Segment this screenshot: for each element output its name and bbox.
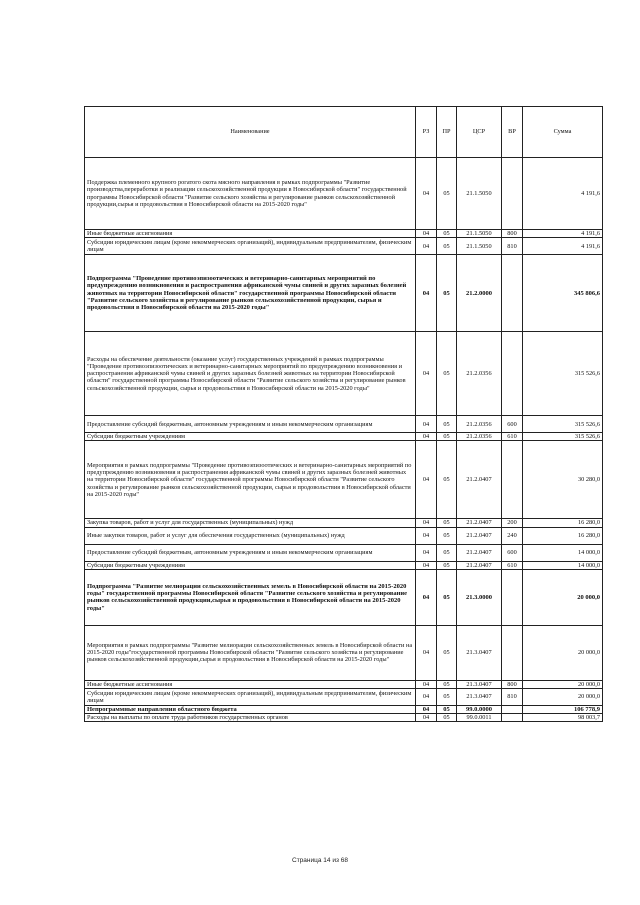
cell-pr: 05 [437,544,457,561]
cell-csr: 21.3.0407 [457,625,502,680]
cell-csr: 21.1.5050 [457,238,502,255]
table-row [85,433,603,441]
cell-rz: 04 [416,416,437,433]
cell-vr [502,441,523,519]
table-row [85,519,603,527]
cell-rz: 04 [416,544,437,561]
cell-name: Мероприятия в рамках подпрограммы "Проведение противоэпизоотических и ветеринарно-санитарных мероприятий по предупреждению возникновения и распространения африканской чумы свиней и других заразных болезней животных на территории Новосибирской области" государственной программы Новосибирской области "Развитие сельского хозяйства и регулирование рынков сельскохозяйственной продукции, сырья и продовольствия в Новосибирской области на 2015-2020 годы" [85,441,416,519]
cell-sum: 315 526,6 [523,332,603,416]
table-row [85,714,603,722]
cell-rz: 04 [416,625,437,680]
cell-sum: 16 280,0 [523,519,603,527]
cell-vr [502,625,523,680]
table-row [85,569,603,625]
table-row [85,158,603,230]
cell-pr: 05 [437,561,457,569]
cell-sum: 30 280,0 [523,441,603,519]
cell-pr: 05 [437,433,457,441]
cell-sum: 20 000,0 [523,625,603,680]
cell-vr: 800 [502,680,523,688]
cell-pr: 05 [437,519,457,527]
cell-name: Непрограммные направления областного бюджета [85,706,416,714]
cell-pr: 05 [437,569,457,625]
cell-name: Поддержка племенного крупного рогатого скота мясного направления в рамках подпрограммы "Развитие производства,переработки и реализации сельскохозяйственной продукции в Новосибирской области" государственной программы Новосибирской области "Развитие сельского хозяйства и регулирование рынков сельскохозяйственной продукции,сырья и продовольствия в Новосибирской области на 2015-2020 годы" [85,158,416,230]
table-row [85,544,603,561]
cell-pr: 05 [437,689,457,706]
table-row [85,255,603,332]
cell-sum: 345 806,6 [523,255,603,332]
cell-csr: 21.2.0356 [457,332,502,416]
cell-pr: 05 [437,714,457,722]
cell-sum: 16 280,0 [523,527,603,544]
cell-vr: 810 [502,689,523,706]
table-row [85,416,603,433]
cell-csr: 21.1.5050 [457,230,502,238]
cell-vr [502,569,523,625]
cell-vr [502,158,523,230]
cell-rz: 04 [416,561,437,569]
table-row [85,441,603,519]
cell-rz: 04 [416,706,437,714]
cell-sum: 20 000,0 [523,680,603,688]
cell-name: Иные бюджетные ассигнования [85,680,416,688]
cell-name: Субсидии юридическим лицам (кроме некоммерческих организаций), индивидуальным предпринимателям, физическим лицам [85,238,416,255]
cell-vr [502,714,523,722]
cell-csr: 21.2.0407 [457,519,502,527]
cell-pr: 05 [437,416,457,433]
cell-csr: 21.2.0356 [457,433,502,441]
table-row [85,332,603,416]
cell-rz: 04 [416,441,437,519]
cell-sum: 4 191,6 [523,238,603,255]
cell-pr: 05 [437,238,457,255]
cell-csr: 21.3.0407 [457,689,502,706]
table-row [85,680,603,688]
cell-vr: 610 [502,433,523,441]
cell-vr: 600 [502,544,523,561]
budget-table-sheet [84,106,602,722]
cell-vr: 810 [502,238,523,255]
cell-rz: 04 [416,255,437,332]
cell-rz: 04 [416,714,437,722]
cell-vr: 600 [502,416,523,433]
table-row [85,561,603,569]
header-sum: Сумма [523,107,603,158]
cell-name: Закупка товаров, работ и услуг для государственных (муниципальных) нужд [85,519,416,527]
cell-csr: 21.2.0407 [457,561,502,569]
cell-name: Иные закупки товаров, работ и услуг для обеспечения государственных (муниципальных) нужд [85,527,416,544]
header-name: Наименование [85,107,416,158]
cell-csr: 21.2.0407 [457,441,502,519]
header-csr: ЦСР [457,107,502,158]
cell-vr: 610 [502,561,523,569]
cell-csr: 21.2.0407 [457,527,502,544]
cell-name: Предоставление субсидий бюджетным, автономным учреждениям и иным некоммерческим организациям [85,416,416,433]
cell-name: Расходы на выплаты по оплате труда работников государственных органов [85,714,416,722]
cell-csr: 99.0.0000 [457,706,502,714]
table-header-row [85,107,603,158]
cell-pr: 05 [437,230,457,238]
cell-sum: 14 000,0 [523,544,603,561]
cell-sum: 315 526,6 [523,416,603,433]
table-row [85,527,603,544]
budget-table [84,106,603,722]
cell-vr: 800 [502,230,523,238]
header-rz: РЗ [416,107,437,158]
cell-sum: 4 191,6 [523,158,603,230]
cell-vr [502,255,523,332]
cell-rz: 04 [416,158,437,230]
table-row [85,706,603,714]
table-row [85,625,603,680]
cell-name: Расходы на обеспечение деятельности (оказание услуг) государственных учреждений в рамках подпрограммы "Проведение противоэпизоотических и ветеринарно-санитарных мероприятий по предупреждению возникновения и распространения африканской чумы свиней и других заразных болезней животных на территории Новосибирской области" государственной программы Новосибирской области "Развитие сельского хозяйства и регулирование рынков сельскохозяйственной продукции, сырья и продовольствия в Новосибирской области на 2015-2020 годы" [85,332,416,416]
cell-name: Субсидии бюджетным учреждениям [85,561,416,569]
cell-vr [502,332,523,416]
cell-rz: 04 [416,689,437,706]
cell-name: Субсидии бюджетным учреждениям [85,433,416,441]
cell-rz: 04 [416,230,437,238]
cell-rz: 04 [416,433,437,441]
cell-pr: 05 [437,158,457,230]
cell-rz: 04 [416,527,437,544]
cell-name: Мероприятия в рамках подпрограммы "Развитие мелиорации сельскохозяйственных земель в Новосибирской области на 2015-2020 годы"государственной программы Новосибирской области "Развитие сельского хозяйства и регулирование рынков сельскохозяйственной продукции,сырья и продовольствия в Новосибирской области на 2015-2020 годы" [85,625,416,680]
cell-name: Предоставление субсидий бюджетным, автономным учреждениям и иным некоммерческим организациям [85,544,416,561]
cell-csr: 99.0.0011 [457,714,502,722]
cell-rz: 04 [416,238,437,255]
cell-name: Подпрограмма "Проведение противоэпизоотических и ветеринарно-санитарных мероприятий по предупреждению возникновения и распространения африканской чумы свиней и других заразных болезней животных на территории Новосибирской области" государственной программы Новосибирской области "Развитие сельского хозяйства и регулирование рынков сельскохозяйственной продукции, сырья и продовольствия в Новосибирской области на 2015-2020 годы" [85,255,416,332]
cell-rz: 04 [416,519,437,527]
cell-pr: 05 [437,441,457,519]
cell-name: Подпрограмма "Развитие мелиорации сельскохозяйственных земель в Новосибирской области на 2015-2020 годы" государственной программы Новосибирской области "Развитие сельского хозяйства и регулирование рынков сельскохозяйственной продукции,сырья и продовольствия в Новосибирской области на 2015-2020 годы" [85,569,416,625]
cell-name: Иные бюджетные ассигнования [85,230,416,238]
cell-sum: 20 000,0 [523,569,603,625]
cell-sum: 98 003,7 [523,714,603,722]
cell-csr: 21.1.5050 [457,158,502,230]
cell-sum: 106 778,9 [523,706,603,714]
cell-pr: 05 [437,706,457,714]
cell-pr: 05 [437,680,457,688]
cell-sum: 315 526,6 [523,433,603,441]
cell-vr: 240 [502,527,523,544]
cell-vr [502,706,523,714]
cell-csr: 21.3.0000 [457,569,502,625]
cell-pr: 05 [437,527,457,544]
cell-name: Субсидии юридическим лицам (кроме некоммерческих организаций), индивидуальным предпринимателям, физическим лицам [85,689,416,706]
cell-rz: 04 [416,332,437,416]
cell-rz: 04 [416,569,437,625]
header-pr: ПР [437,107,457,158]
page-footer: Страница 14 из 68 [292,857,348,864]
table-body [85,158,603,722]
cell-csr: 21.3.0407 [457,680,502,688]
table-row [85,238,603,255]
cell-csr: 21.2.0356 [457,416,502,433]
cell-pr: 05 [437,332,457,416]
table-row [85,230,603,238]
cell-csr: 21.2.0000 [457,255,502,332]
cell-sum: 20 000,0 [523,689,603,706]
cell-pr: 05 [437,625,457,680]
cell-pr: 05 [437,255,457,332]
cell-sum: 14 000,0 [523,561,603,569]
table-row [85,689,603,706]
cell-csr: 21.2.0407 [457,544,502,561]
cell-rz: 04 [416,680,437,688]
header-vr: ВР [502,107,523,158]
cell-sum: 4 191,6 [523,230,603,238]
cell-vr: 200 [502,519,523,527]
